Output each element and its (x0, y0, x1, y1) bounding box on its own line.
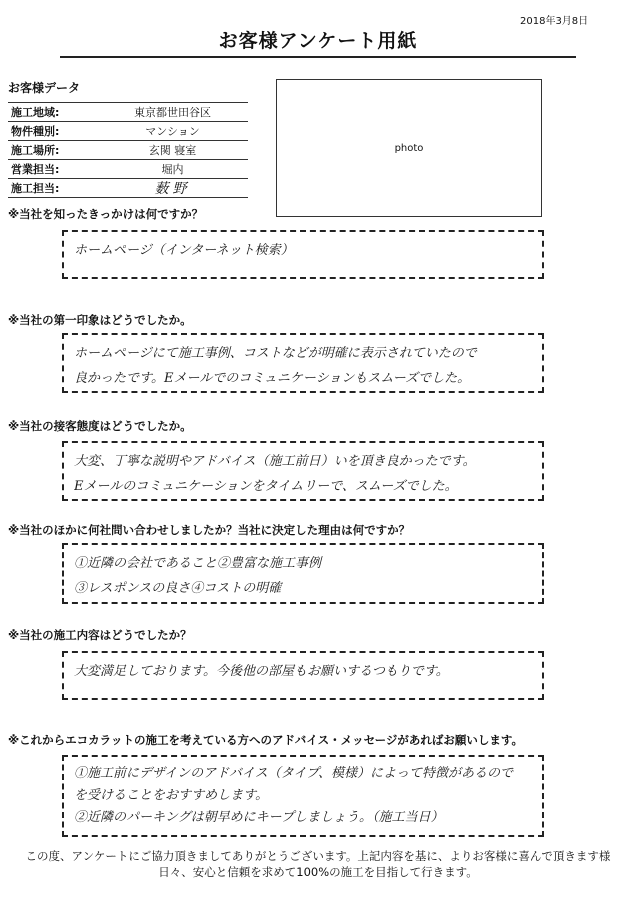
info-row-sales-rep (8, 160, 248, 179)
answer-line: ホームページ（インターネット検索） (74, 243, 294, 258)
info-row-property-type (8, 122, 248, 141)
footer-line-2: 日々、安心と信頼を求めて100%の施工を目指して行きます。 (158, 865, 478, 879)
photo-placeholder (276, 79, 542, 217)
info-label: 物件種別: (11, 125, 60, 138)
answer-line: ①施工前にデザインのアドバイス（タイプ、模様）によって特徴があるので (74, 766, 514, 781)
answer-box-6 (62, 755, 544, 837)
info-row-installer (8, 179, 248, 198)
info-value: 玄関 寝室 (148, 144, 197, 157)
title-bar (60, 20, 576, 58)
answer-box-1 (62, 230, 544, 279)
question-3: ※当社の接客態度はどうでしたか。 (8, 419, 192, 433)
answer-line: ①近隣の会社であること②豊富な施工事例 (74, 556, 322, 571)
info-label: 営業担当: (11, 163, 60, 176)
answer-line: Eメールのコミュニケーションをタイムリーで、スムーズでした。 (74, 479, 458, 494)
answer-line: 大変満足しております。今後他の部屋もお願いするつもりです。 (74, 664, 449, 679)
info-label: 施工担当: (11, 182, 60, 195)
customer-data-table (8, 102, 248, 198)
info-value: 東京都世田谷区 (134, 106, 211, 119)
info-value: 堀内 (161, 163, 184, 176)
page-title: お客様アンケート用紙 (218, 30, 418, 52)
question-2: ※当社の第一印象はどうでしたか。 (8, 313, 192, 327)
question-4: ※当社のほかに何社問い合わせしましたか？当社に決定した理由は何ですか？ (8, 523, 411, 537)
answer-line: ②近隣のパーキングは朝早めにキープしましょう。（施工当日） (74, 810, 444, 825)
answer-box-5 (62, 651, 544, 700)
survey-date: 2018年3月8日 (520, 16, 589, 27)
info-row-location (8, 141, 248, 160)
answer-line: 良かったです。Eメールでのコミュニケーションもスムーズでした。 (74, 371, 471, 386)
customer-data-label: お客様データ (8, 81, 81, 95)
question-5: ※当社の施工内容はどうでしたか？ (8, 628, 192, 642)
info-label: 施工地域: (11, 106, 60, 119)
answer-box-3 (62, 441, 544, 501)
answer-line: を受けることをおすすめします。 (74, 788, 269, 803)
answer-line: ③レスポンスの良さ④コストの明確 (74, 581, 282, 596)
question-6: ※これからエコカラットの施工を考えている方へのアドバイス・メッセージがあればお願いします。 (8, 733, 523, 747)
photo-label: photo (394, 142, 424, 154)
answer-line: 大変、丁寧な説明やアドバイス（施工前日）いを頂き良かったです。 (74, 454, 476, 469)
question-1: ※当社を知ったきっかけは何ですか？ (8, 207, 204, 221)
info-row-area (8, 103, 248, 122)
answer-box-2 (62, 333, 544, 393)
footer-message (0, 848, 636, 880)
answer-line: ホームページにて施工事例、コストなどが明確に表示されていたので (74, 346, 477, 361)
info-label: 施工場所: (11, 144, 60, 157)
answer-box-4 (62, 543, 544, 604)
footer-line-1: この度、アンケートにご協力頂きましてありがとうございます。上記内容を基に、よりお客様に喜んで頂きます様 (25, 849, 611, 863)
info-value-handwritten: 薮野 (154, 181, 191, 197)
info-value: マンション (145, 125, 200, 138)
